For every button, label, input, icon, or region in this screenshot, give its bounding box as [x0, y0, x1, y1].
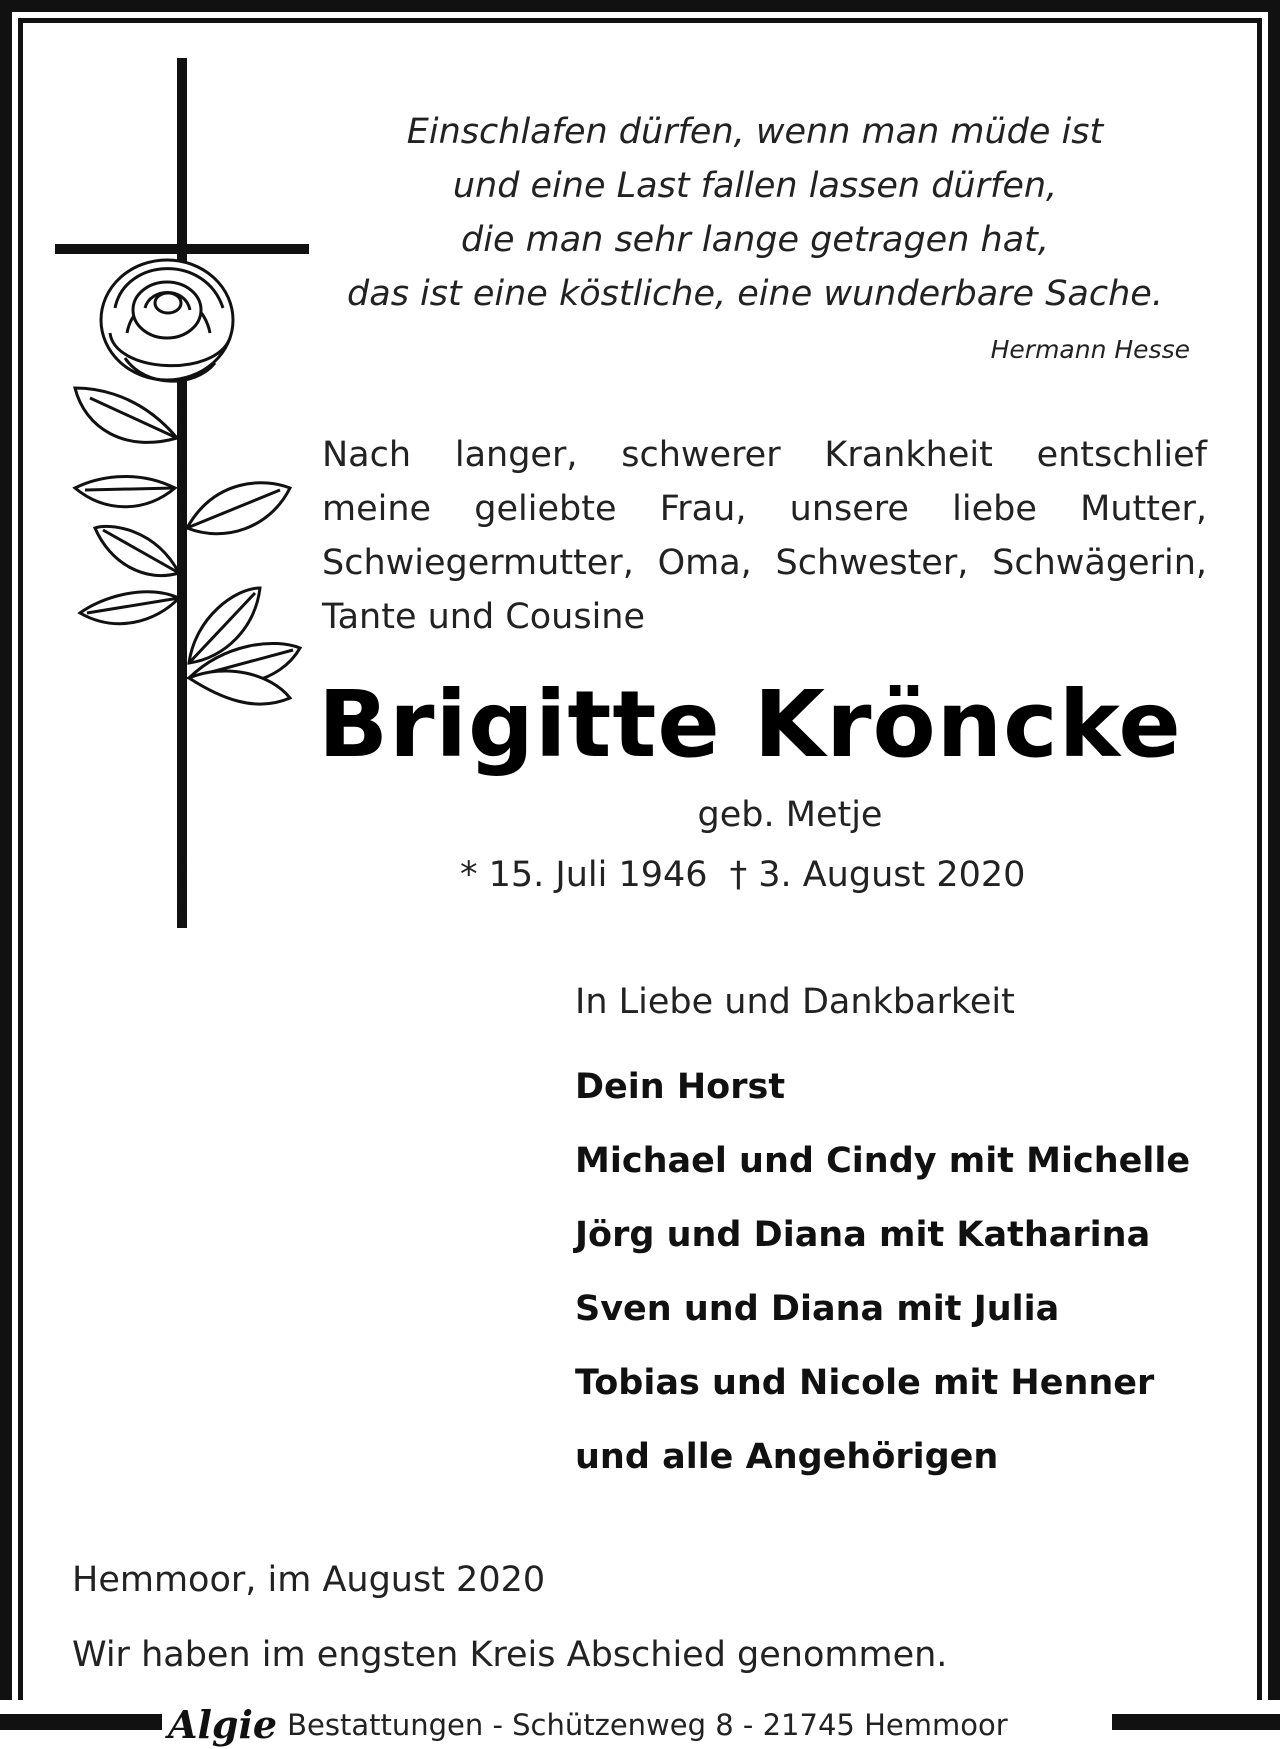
birth-date: * 15. Juli 1946: [460, 855, 708, 895]
quote-line: und eine Last fallen lassen dürfen,: [452, 166, 1058, 206]
funeral-home-logo: Algie: [168, 1702, 278, 1747]
footer-rule: [0, 1714, 162, 1730]
mourners-list: [575, 1050, 1215, 1494]
announcement-text: [322, 428, 1207, 644]
mourner-name: Tobias und Nicole mit Henner: [575, 1363, 1155, 1403]
quote-author: Hermann Hesse: [990, 335, 1190, 364]
death-date: † 3. August 2020: [729, 855, 1026, 895]
funeral-home-footer: [168, 1700, 1108, 1749]
announcement-line: meine geliebte Frau, unsere liebe Mutter,: [322, 489, 1207, 529]
mourners-intro: In Liebe und Dankbarkeit: [575, 982, 1015, 1022]
place-date: Hemmoor, im August 2020: [72, 1560, 546, 1600]
deceased-name: Brigitte Kröncke: [318, 671, 1182, 778]
farewell-note: Wir haben im engsten Kreis Abschied genommen.: [72, 1635, 948, 1675]
mourner-name: und alle Angehörigen: [575, 1437, 999, 1477]
announcement-line: Nach langer, schwerer Krankheit entschlief: [322, 435, 1207, 475]
footer-rule: [1112, 1714, 1280, 1730]
mourner-name: Jörg und Diana mit Katharina: [575, 1215, 1151, 1255]
birth-name: geb. Metje: [697, 795, 883, 835]
quote-line: die man sehr lange getragen hat,: [461, 220, 1049, 260]
quote-line: das ist eine köstliche, eine wunderbare Sache.: [347, 274, 1163, 314]
life-dates: [460, 855, 1060, 895]
quote-line: Einschlafen dürfen, wenn man müde ist: [406, 112, 1104, 152]
cross-with-rose-icon: [55, 58, 315, 928]
funeral-home-address: Bestattungen - Schützenweg 8 - 21745 Hemmoor: [287, 1707, 1008, 1742]
mourner-name: Sven und Diana mit Julia: [575, 1289, 1060, 1329]
mourner-name: Dein Horst: [575, 1067, 786, 1107]
announcement-line: Tante und Cousine: [322, 597, 646, 637]
mourner-name: Michael und Cindy mit Michelle: [575, 1141, 1191, 1181]
poem-quote: [330, 105, 1180, 321]
announcement-line: Schwiegermutter, Oma, Schwester, Schwägerin,: [322, 543, 1207, 583]
